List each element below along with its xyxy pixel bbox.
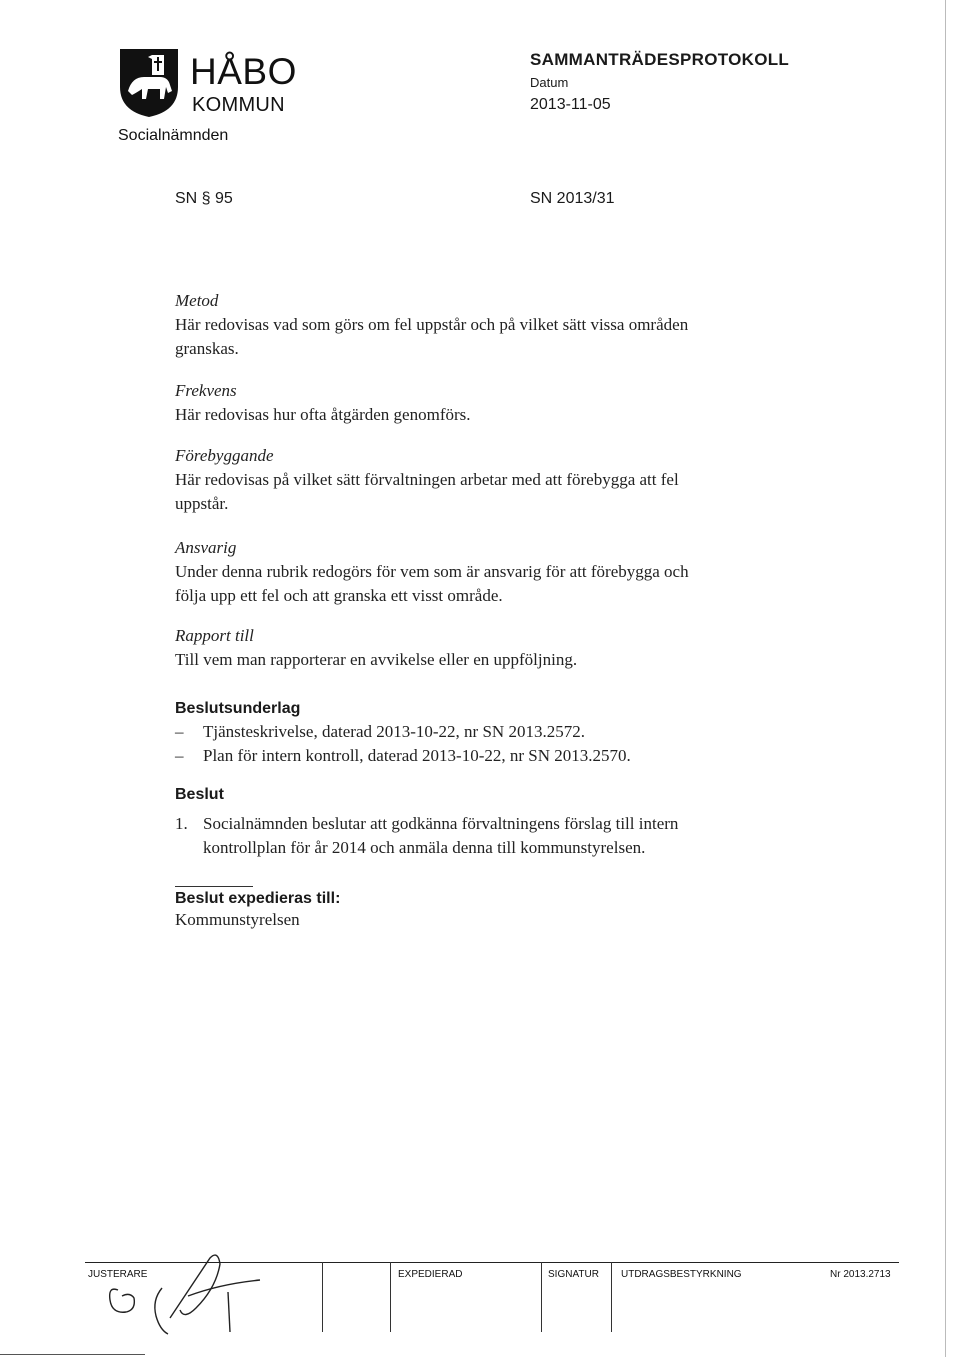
- section-rapport-till: [175, 624, 765, 672]
- section-heading: Rapport till: [175, 626, 254, 645]
- org-subtitle: KOMMUN: [192, 94, 285, 116]
- section-heading: Ansvarig: [175, 538, 237, 557]
- decision-line: kontrollplan för år 2014 och anmäla denna till kommunstyrelsen.: [203, 838, 646, 857]
- section-line: granskas.: [175, 339, 239, 358]
- beslutsunderlag-heading: Beslutsunderlag: [175, 700, 301, 717]
- section-heading: Frekvens: [175, 381, 237, 400]
- section-line: Under denna rubrik redogörs för vem som är ansvarig för att förebygga och: [175, 562, 689, 581]
- beslutsunderlag-section: [175, 700, 631, 768]
- date-value: 2013-11-05: [530, 96, 611, 113]
- section-ansvarig: [175, 536, 765, 608]
- section-line: Till vem man rapporterar en avvikelse eller en uppföljning.: [175, 650, 578, 669]
- decision-item: [175, 812, 793, 860]
- expedieras-recipient: Kommunstyrelsen: [175, 910, 300, 929]
- section-forebyggande: [175, 444, 765, 516]
- scan-edge: [0, 1354, 145, 1355]
- list-dash: –: [175, 746, 184, 765]
- beslut-section: [175, 786, 793, 860]
- separator-line: [175, 886, 253, 887]
- org-name: HÅBO: [190, 51, 297, 92]
- list-item: [175, 720, 631, 744]
- footer-divider: [322, 1262, 323, 1332]
- section-line: Här redovisas hur ofta åtgärden genomförs.: [175, 405, 471, 424]
- section-heading: Metod: [175, 291, 219, 310]
- section-line: följa upp ett fel och att granska ett visst område.: [175, 586, 503, 605]
- section-heading: Förebyggande: [175, 446, 274, 465]
- department: Socialnämnden: [118, 127, 229, 144]
- footer-label-nr: Nr 2013.2713: [830, 1269, 891, 1280]
- expedieras-section: [175, 890, 765, 932]
- footer-label-signatur: SIGNATUR: [548, 1269, 599, 1280]
- expedieras-heading: Beslut expedieras till:: [175, 890, 341, 907]
- section-line: Här redovisas på vilket sätt förvaltningen arbetar med att förebygga att fel: [175, 470, 679, 489]
- decision-number: 1.: [175, 814, 188, 833]
- coat-of-arms-logo: [118, 47, 180, 119]
- list-item-text: Tjänsteskrivelse, daterad 2013-10-22, nr SN 2013.2572.: [203, 722, 585, 741]
- beslut-heading: Beslut: [175, 786, 224, 803]
- paragraph-number: SN § 95: [175, 190, 233, 207]
- footer-divider: [541, 1262, 542, 1332]
- date-label: Datum: [530, 75, 569, 90]
- section-line: uppstår.: [175, 494, 229, 513]
- section-metod: [175, 289, 765, 361]
- decision-line: Socialnämnden beslutar att godkänna förvaltningens förslag till intern: [203, 814, 679, 833]
- footer-label-justerare: JUSTERARE: [88, 1269, 148, 1280]
- footer-divider: [611, 1262, 612, 1332]
- handwritten-initials-signature: [100, 1248, 280, 1338]
- list-item: [175, 744, 631, 768]
- footer-label-expedierad: EXPEDIERAD: [398, 1269, 463, 1280]
- list-item-text: Plan för intern kontroll, daterad 2013-10-22, nr SN 2013.2570.: [203, 746, 631, 765]
- case-number: SN 2013/31: [530, 190, 615, 207]
- footer-divider: [390, 1262, 391, 1332]
- section-frekvens: [175, 379, 765, 427]
- footer-label-utdragsbestyrkning: UTDRAGSBESTYRKNING: [621, 1269, 742, 1280]
- scan-edge: [945, 0, 946, 1357]
- document-type: SAMMANTRÄDESPROTOKOLL: [530, 50, 790, 69]
- list-dash: –: [175, 722, 184, 741]
- section-line: Här redovisas vad som görs om fel uppstår och på vilket sätt vissa områden: [175, 315, 689, 334]
